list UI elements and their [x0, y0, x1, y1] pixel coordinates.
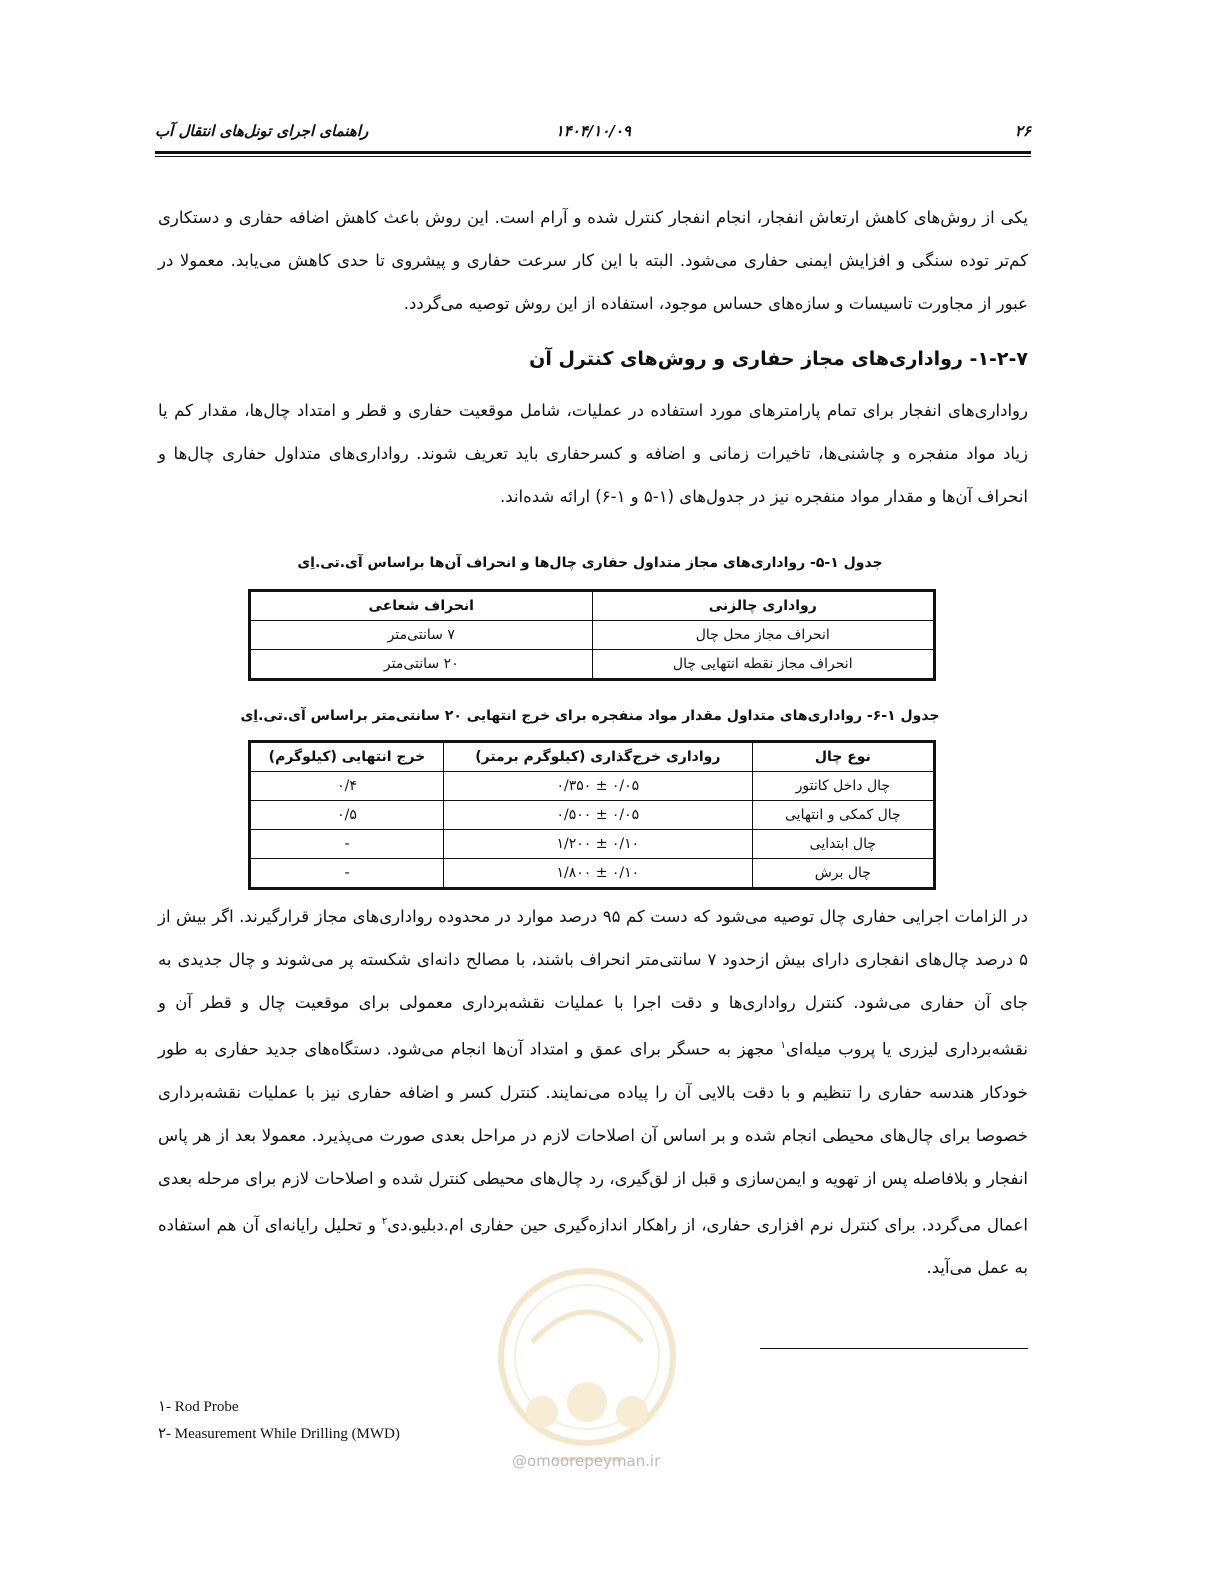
table-cell: ۲۰ سانتی‌متر — [250, 650, 593, 680]
table-cell: چال کمکی و انتهایی — [752, 801, 934, 830]
table2-caption: جدول ۱-۶- رواداری‌های متداول مقدار مواد منفجره برای خرج انتهایی ۲۰ سانتی‌متر براساس آی.تی.اِی — [240, 708, 940, 724]
watermark-site: @omoorepeyman.ir — [512, 1452, 661, 1470]
paragraph-2: رواداری‌های انفجار برای تمام پارامترهای مورد استفاده در عملیات، شامل موقعیت حفاری و قطر و امتداد چال‌ها، مقدار کم یا زیاد مواد منفجره و چاشنی‌ها، تاخیرات زمانی و اضافه و کسرحفاری باید تعریف شوند. رواداری‌های متداول حفاری چال‌ها و انحراف آن‌ها و مقدار مواد منفجره نیز در جدول‌های (۱-۵ و ۱-۶) ارائه شده‌اند. — [158, 401, 1028, 506]
table-row — [250, 650, 935, 680]
table-row — [250, 830, 935, 859]
table1-caption: جدول ۱-۵- رواداری‌های مجاز متداول حفاری چال‌ها و انحراف آن‌ها براساس آی.تی.اِی — [297, 555, 883, 571]
table-row — [250, 801, 935, 830]
header-date: ۱۴۰۴/۱۰/۰۹ — [555, 122, 631, 140]
table-cell: ۰/۵ — [250, 801, 444, 830]
table-cell: - — [250, 859, 444, 889]
table-cell: انحراف مجاز نقطه انتهایی چال — [592, 650, 934, 680]
table-header-row — [250, 591, 935, 621]
paragraph-3-part-3: و تحلیل رایانه‌ای آن هم استفاده به عمل می‌آید. — [158, 1215, 1028, 1277]
footnote-rule — [760, 1348, 1028, 1349]
paragraph-3-part-2: مجهز به حسگر برای عمق و امتداد آن‌ها انجام می‌شود. دستگاه‌های جدید حفاری به طور خودکار هندسه حفاری را تنظیم و با دقت بالایی آن را پیاده می‌نمایند. کنترل کسر و اضافه حفاری نیز با عملیات نقشه‌برداری خصوصا برای چال‌های محیطی انجام شده و بر اساس آن اصلاحات لازم در مراحل بعدی صورت می‌پذیرد. معمولا بعد از هر پاس انفجار و بلافاصله پس از تهویه و ایمن‌سازی و قبل از لق‌گیری، رد چال‌های محیطی کنترل شده و اصلاحات لازم برای مرحله بعدی اعمال می‌گردد. برای کنترل نرم افزاری حفاری، از راهکار اندازه‌گیری حین حفاری ام.دبلیو.دی — [158, 1039, 1028, 1234]
watermark-logo — [492, 1262, 682, 1472]
header-title: راهنمای اجرای تونل‌های انتقال آب — [155, 122, 369, 140]
table-cell: چال داخل کانتور — [752, 772, 934, 801]
paragraph-3 — [158, 895, 1028, 1289]
table-cell: ۱/۲۰۰ ± ۰/۱۰ — [443, 830, 752, 859]
footnote-ref-2[interactable]: ۲ — [381, 1215, 388, 1227]
header-rule — [155, 151, 1031, 154]
table-cell: ۰/۴ — [250, 772, 444, 801]
page-header — [155, 118, 1031, 148]
footnote-1: ۱- Rod Probe — [158, 1399, 239, 1415]
table-header-cell: نوع چال — [752, 742, 934, 772]
table-cell: - — [250, 830, 444, 859]
header-rule-thin — [155, 156, 1031, 157]
table-cell: ۱/۸۰۰ ± ۰/۱۰ — [443, 859, 752, 889]
paragraph-3-part-1: در الزامات اجرایی حفاری چال توصیه می‌شود که دست کم ۹۵ درصد موارد در محدوده رواداری‌های مجاز قرارگیرند. اگر بیش از ۵ درصد چال‌های انفجاری دارای بیش ازحدود ۷ سانتی‌متر انحراف باشند، با مصالح دانه‌ای شکسته پر می‌شوند و چال جدیدی به جای آن حفاری می‌شود. کنترل رواداری‌ها و دقت اجرا با عملیات نقشه‌برداری معمولی برای موقعیت چال و قطر آن و نقشه‌برداری لیزری یا پروب میله‌ای — [158, 907, 1028, 1059]
table-cell: ۷ سانتی‌متر — [250, 621, 593, 650]
table-2 — [248, 740, 936, 890]
table-1 — [248, 589, 936, 681]
table-header-cell: رواداری چالزنی — [592, 591, 934, 621]
table-cell: چال برش — [752, 859, 934, 889]
table-cell: ۰/۳۵۰ ± ۰/۰۵ — [443, 772, 752, 801]
table-row — [250, 621, 935, 650]
table-header-cell: رواداری خرج‌گذاری (کیلوگرم برمتر) — [443, 742, 752, 772]
table-cell: ۰/۵۰۰ ± ۰/۰۵ — [443, 801, 752, 830]
table-row — [250, 859, 935, 889]
page-number: ۲۶ — [1014, 122, 1031, 140]
table-header-cell: خرج انتهایی (کیلوگرم) — [250, 742, 444, 772]
table-header-cell: انحراف شعاعی — [250, 591, 593, 621]
table-row — [250, 772, 935, 801]
table-header-row — [250, 742, 935, 772]
table-cell: چال ابتدایی — [752, 830, 934, 859]
section-heading: ۱-۲-۷- رواداری‌های مجاز حفاری و روش‌های کنترل آن — [529, 348, 1028, 370]
table-cell: انحراف مجاز محل چال — [592, 621, 934, 650]
paragraph-1: یکی از روش‌های کاهش ارتعاش انفجار، انجام انفجار کنترل شده و آرام است. این روش باعث کاهش اضافه حفاری و دستکاری کم‌تر توده سنگی و افزایش ایمنی حفاری می‌شود. البته با این کار سرعت حفاری و پیشروی تا حدی کاهش می‌یابد. معمولا در عبور از مجاورت تاسیسات و سازه‌های حساس موجود، استفاده از این روش توصیه می‌گردد. — [158, 208, 1028, 313]
footnote-2: ۲- Measurement While Drilling (MWD) — [158, 1426, 400, 1442]
footnote-ref-1[interactable]: ۱ — [780, 1040, 786, 1051]
